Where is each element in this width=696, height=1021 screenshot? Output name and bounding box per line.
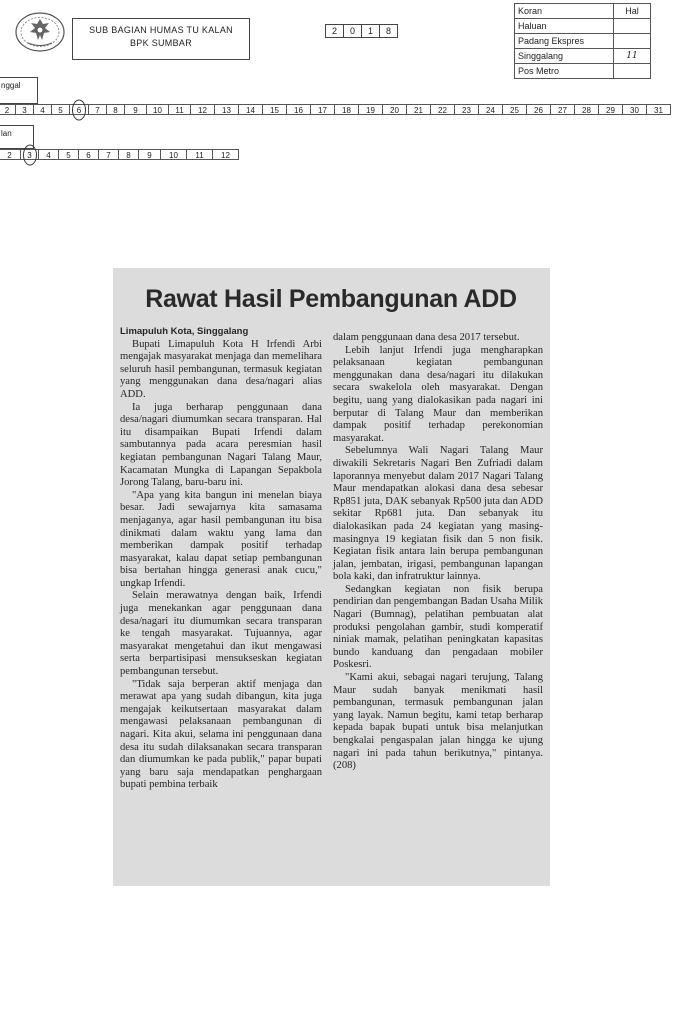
month-cell: 5 <box>58 149 79 160</box>
date-cell: 16 <box>286 104 311 115</box>
year-digit: 0 <box>343 24 362 38</box>
date-cell: 2 <box>0 104 16 115</box>
page-number <box>614 64 651 79</box>
newspaper-name: Singgalang <box>515 49 614 64</box>
article-paragraph: "Apa yang kita bangun ini menelan biaya besar. Jadi sewajarnya kita samasama menjaganya, agar hasil pembangunan itu bisa dinikmati dalam waktu yang lama dan memberikan dampak positif terhadap masyarakat, kalau dapat setiap pembangunan bisa bertahan hingga generasi anak cucu," ungkap Irfendi. <box>120 489 322 589</box>
newspaper-name: Padang Ekspres <box>515 34 614 49</box>
year-digit: 2 <box>325 24 344 38</box>
article-paragraph: "Kami akui, sebagai nagari terujung, Talang Maur sudah banyak menikmati hasil pembangunan, termasuk pembangunan jalan yang layak. Namun begitu, kami tetap berharap kepada bapak bupati untuk bisa melanjutkan bengkalai pengaspalan jalan hingga ke ujung nagari ini pada tahun berikutnya," pintanya. (208) <box>333 672 543 772</box>
page-number <box>614 34 651 49</box>
date-cell: 21 <box>406 104 431 115</box>
month-cell: 6 <box>78 149 99 160</box>
date-cell: 27 <box>550 104 575 115</box>
article-headline: Rawat Hasil Pembangunan ADD <box>145 285 517 313</box>
year-digit: 1 <box>361 24 380 38</box>
date-cell: 6 <box>69 104 89 115</box>
table-header-row <box>515 4 651 19</box>
article-column-1 <box>120 326 322 792</box>
unit-line-2: BPK SUMBAR <box>129 38 192 48</box>
date-cell: 17 <box>310 104 335 115</box>
page-header: Hal <box>614 4 651 19</box>
date-cell: 29 <box>598 104 623 115</box>
date-cell: 15 <box>262 104 287 115</box>
table-row <box>515 49 651 64</box>
article-paragraph: Lebih lanjut Irfendi juga mengharapkan pelaksanaan kegiatan pembangunan menggunakan dana desa/nagari itu dilakukan secara swakelola oleh masyarakat. Dengan begitu, uang yang dialokasikan pada nagari ini berputar di Talang Maur dan memberikan dampak positif terhadap perekonomian masyarakat. <box>333 344 543 444</box>
date-cell: 18 <box>334 104 359 115</box>
date-cell: 5 <box>51 104 70 115</box>
table-row <box>515 19 651 34</box>
date-cell: 14 <box>238 104 263 115</box>
date-cell: 19 <box>358 104 383 115</box>
unit-line-1: SUB BAGIAN HUMAS TU KALAN <box>89 25 233 35</box>
newspaper-header: Koran <box>515 4 614 19</box>
date-cell: 11 <box>168 104 191 115</box>
article-dateline: Limapuluh Kota, Singgalang <box>120 326 249 337</box>
date-cell: 25 <box>502 104 527 115</box>
date-cell: 7 <box>88 104 107 115</box>
month-label: lan <box>1 129 12 138</box>
month-cell: 11 <box>186 149 213 160</box>
newspaper-table <box>514 3 651 79</box>
newspaper-name: Pos Metro <box>515 64 614 79</box>
date-label-box <box>0 77 38 104</box>
article-paragraph: Ia juga berharap penggunaan dana desa/nagari diumumkan secara transparan. Hal itu disampaikan Bupati Irfendi dalam sambutannya pada acara peresmian hasil kegiatan pembangunan Nagari Talang Maur, Kacamatan Mungka di Lapangan Sepakbola Jorong Talang, baru-baru ini. <box>120 401 322 489</box>
date-cell: 20 <box>382 104 407 115</box>
date-cell: 30 <box>622 104 647 115</box>
newspaper-name: Haluan <box>515 19 614 34</box>
bpk-emblem-logo <box>14 10 66 54</box>
date-cell: 24 <box>478 104 503 115</box>
year-digit: 8 <box>379 24 398 38</box>
date-cell: 10 <box>146 104 169 115</box>
month-cell: 2 <box>0 149 21 160</box>
article-column-2 <box>333 332 543 773</box>
month-cell: 12 <box>212 149 239 160</box>
date-cell: 23 <box>454 104 479 115</box>
date-cell: 13 <box>214 104 239 115</box>
date-cell: 8 <box>106 104 125 115</box>
date-strip <box>0 104 670 115</box>
page-number: 11 <box>614 49 651 64</box>
month-strip <box>0 149 238 160</box>
article-paragraph: Bupati Limapuluh Kota H Irfendi Arbi mengajak masyarakat menjaga dan memelihara seluruh hasil pembangunan, termasuk kegiatan yang menggunakan dana desa/nagari alias ADD. <box>120 338 322 400</box>
month-cell: 10 <box>160 149 187 160</box>
table-row <box>515 34 651 49</box>
article-paragraph: dalam penggunaan dana desa 2017 tersebut. <box>333 332 520 343</box>
month-cell: 8 <box>118 149 139 160</box>
date-cell: 22 <box>430 104 455 115</box>
month-cell: 7 <box>98 149 119 160</box>
date-label: nggal <box>1 81 21 90</box>
month-cell: 9 <box>138 149 161 160</box>
article-paragraph: Sebelumnya Wali Nagari Talang Maur diwakili Sekretaris Nagari Ben Zufriadi dalam laporannya menyebut dalam 2017 Nagari Talang Maur mendapatkan alokasi dana desa sebesar Rp851 juta, DAK sebanyak Rp500 juta dan ADD sekitar Rp681 juta. Dan sebanyak itu dialokasikan pada 24 kegiatan yang masing-masingnya 19 kegiatan fisik dan 5 non fisik. Kegiatan fisik antara lain berupa pembangunan jalan, jembatan, irigasi, pembangunan lapangan bola kaki, dan infratruktur lainnya. <box>333 445 543 583</box>
article-paragraph: Selain merawatnya dengan baik, Irfendi juga menekankan agar penggunaan dana desa/nagari itu diumumkan secara transparan ke tengah masyarakat. Tujuannya, agar masyarakat mengetahui dan ikut mengawasi serta berpartisipasi mensukseskan kegiatan pembangunan tersebut. <box>120 590 322 678</box>
table-row <box>515 64 651 79</box>
article-paragraph: Sedangkan kegiatan non fisik berupa pendirian dan pengembangan Badan Usaha Milik Nagari (Bumnag), pelatihan pembuatan alat produksi pengolahan gambir, studi komperatif niniak mamak, pelatihan peningkatan kapasitas bundo kanduang dan pengadaan mobiler Poskesri. <box>333 583 543 671</box>
unit-name-box <box>72 18 250 60</box>
year-boxes <box>325 24 397 38</box>
date-cell: 9 <box>124 104 147 115</box>
date-cell: 26 <box>526 104 551 115</box>
date-cell: 3 <box>15 104 34 115</box>
page-number <box>614 19 651 34</box>
date-cell: 28 <box>574 104 599 115</box>
date-cell: 12 <box>190 104 215 115</box>
date-cell: 31 <box>646 104 671 115</box>
date-cell: 4 <box>33 104 52 115</box>
article-paragraph: "Tidak saja berperan aktif menjaga dan merawat apa yang sudah dibangun, kita juga mengajak keikutsertaan masyarakat dalam mengawasi pelaksanaan pembangunan di nagari. Kita akui, selama ini penggunaan dana desa itu sudah dilaksanakan secara transparan dan diumumkan ke pada publik," papar bupati yang baru saja mendapatkan penghargaan bupati pembina terbaik <box>120 678 322 791</box>
month-cell: 3 <box>20 149 39 160</box>
month-cell: 4 <box>38 149 59 160</box>
